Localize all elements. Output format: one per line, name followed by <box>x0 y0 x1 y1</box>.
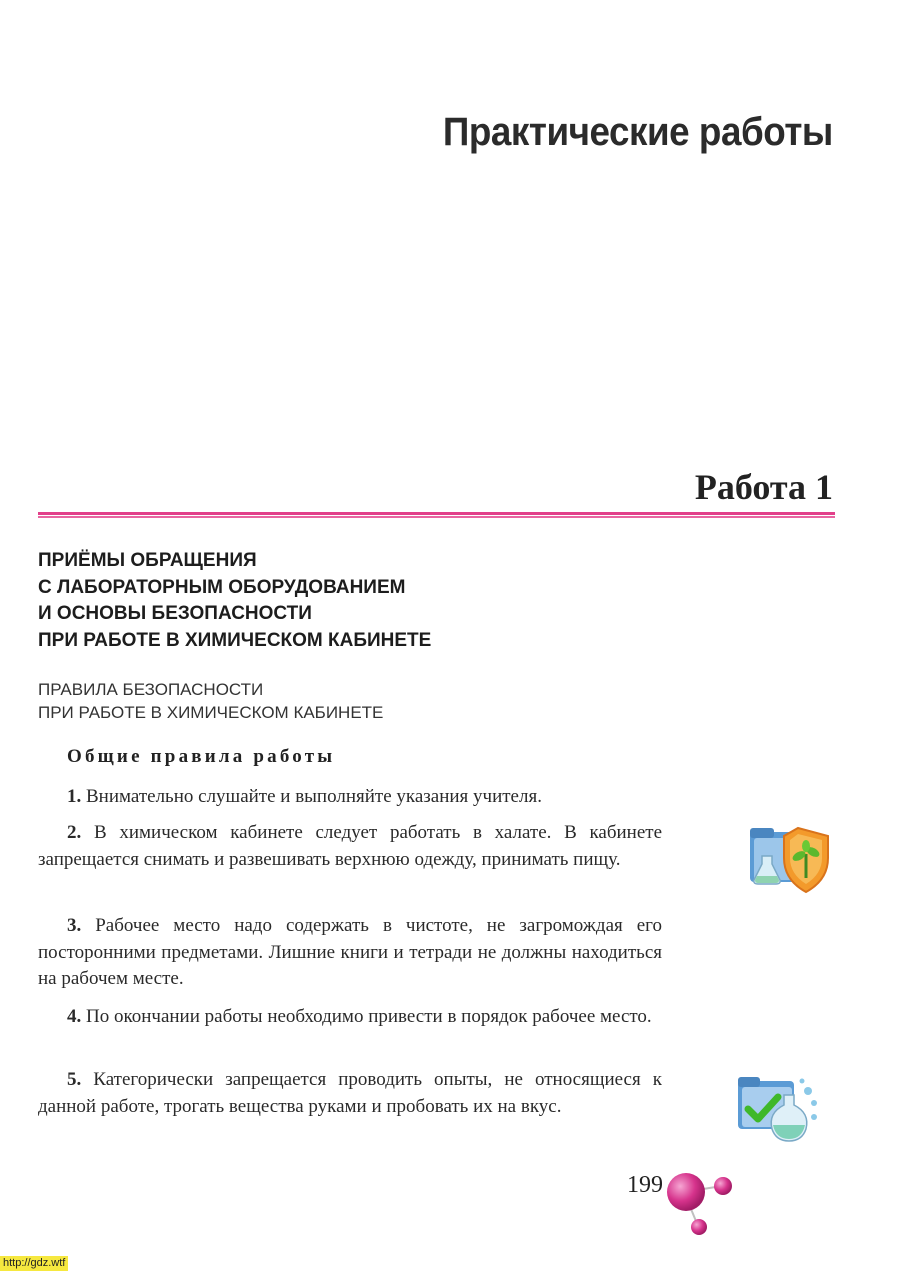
section-heading-line: ПРИЁМЫ ОБРАЩЕНИЯ <box>38 550 257 571</box>
rule-item <box>38 820 662 873</box>
rules-heading: Общие правила работы <box>67 746 336 767</box>
section-heading-line: ПРИ РАБОТЕ В ХИМИЧЕСКОМ КАБИНЕТЕ <box>38 629 432 651</box>
rule-item <box>38 913 662 993</box>
page-title: Практические работы <box>443 110 833 154</box>
rule-text: Рабочее место надо содержать в чистоте, не загромождая его посторонними предметами. Лишние книги и тетради не должны находиться на рабочем месте. <box>38 915 663 989</box>
section-heading-line: И ОСНОВЫ БЕЗОПАСНОСТИ <box>38 603 312 624</box>
section-heading <box>38 548 431 654</box>
subsection-heading-line: ПРИ РАБОТЕ В ХИМИЧЕСКОМ КАБИНЕТЕ <box>38 702 384 722</box>
subsection-heading-line: ПРАВИЛА БЕЗОПАСНОСТИ <box>38 680 264 699</box>
rule-item <box>38 1067 662 1120</box>
rule-number: 2. <box>67 822 82 843</box>
rule-text: Категорически запрещается проводить опыты, не относящиеся к данной работе, трогать вещества руками и пробовать их на вкус. <box>38 1069 663 1117</box>
subsection-heading <box>38 679 383 724</box>
title-divider-second <box>38 516 835 518</box>
rule-text: В химическом кабинете следует работать в халате. В кабинете запрещается снимать и развешивать верхнюю одежду, принимать пищу. <box>38 822 663 870</box>
rule-item <box>38 1004 662 1031</box>
page-number: 199 <box>627 1172 663 1198</box>
work-title: Работа 1 <box>694 467 833 507</box>
rule-text: По окончании работы необходимо привести в порядок рабочее место. <box>86 1006 652 1027</box>
rule-number: 3. <box>67 915 82 936</box>
section-heading-line: С ЛАБОРАТОРНЫМ ОБОРУДОВАНИЕМ <box>38 576 406 598</box>
rule-number: 4. <box>67 1006 82 1027</box>
rule-number: 5. <box>67 1069 82 1090</box>
molecule-icon <box>662 1168 738 1240</box>
source-link[interactable]: http://gdz.wtf <box>0 1256 68 1271</box>
rule-number: 1. <box>67 786 82 807</box>
shield-plant-flask-icon <box>748 822 834 896</box>
rule-item <box>38 784 662 811</box>
rule-text: Внимательно слушайте и выполняйте указания учителя. <box>86 786 542 807</box>
title-divider <box>38 512 835 515</box>
checkmark-flask-icon <box>736 1073 822 1145</box>
